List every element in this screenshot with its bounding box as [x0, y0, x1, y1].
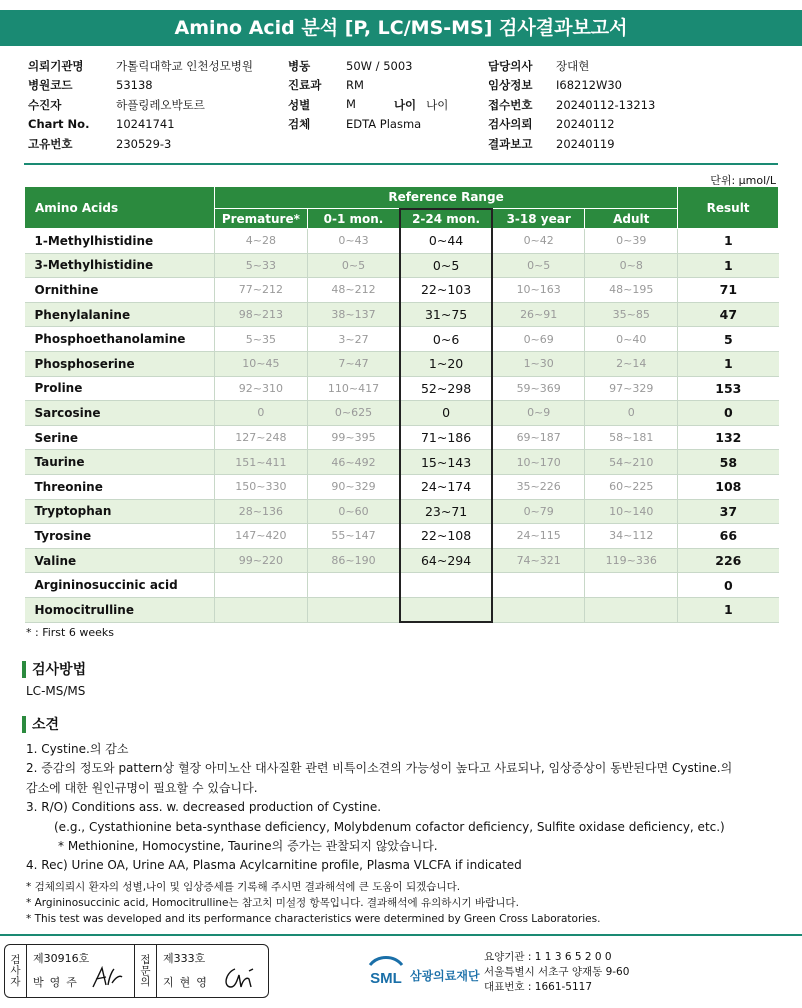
- amino-acid-name: Proline: [25, 376, 215, 401]
- sub-col-3-18-year: 3-18 year: [492, 209, 585, 229]
- reference-range-cell: [400, 573, 492, 598]
- doctor-label: 담당의사: [488, 58, 533, 73]
- report-label: 결과보고: [488, 136, 533, 151]
- reference-range-cell: 28~136: [214, 499, 307, 524]
- result-cell: 132: [678, 425, 779, 450]
- sml-logo-icon: [366, 953, 406, 989]
- reference-range-cell: 0: [214, 401, 307, 426]
- reference-range-cell: 0~40: [585, 327, 678, 352]
- reference-range-cell: 0~8: [585, 253, 678, 278]
- unit-label: 단위: μmol/L: [710, 174, 776, 187]
- reference-range-cell: 0~5: [492, 253, 585, 278]
- reference-range-cell: 64~294: [400, 548, 492, 573]
- reference-range-cell: 1~30: [492, 351, 585, 376]
- finding-line: (e.g., Cystathionine beta-synthase deficiency, Molybdenum cofactor deficiency, Sulfite oxidase deficiency, etc.): [54, 819, 725, 834]
- dept-label: 진료과: [288, 78, 322, 93]
- reference-range-cell: 5~35: [214, 327, 307, 352]
- finding-line: 1. Cystine.의 감소: [26, 742, 129, 756]
- amino-acid-name: Tyrosine: [25, 524, 215, 549]
- reference-range-cell: [492, 597, 585, 622]
- ward-value: 50W / 5003: [346, 58, 413, 73]
- finding-line: * Methionine, Homocystine, Taurine의 증가는 관찰되지 않았습니다.: [58, 839, 438, 854]
- org-info: [484, 950, 629, 995]
- reference-range-cell: 35~226: [492, 474, 585, 499]
- code-value: 53138: [116, 78, 153, 93]
- reference-range-cell: 3~27: [307, 327, 400, 352]
- amino-acid-table: [24, 186, 779, 623]
- table-row: [25, 474, 779, 499]
- table-row: [25, 229, 779, 254]
- reference-range-cell: 24~115: [492, 524, 585, 549]
- reference-range-cell: 92~310: [214, 376, 307, 401]
- reference-range-cell: 110~417: [307, 376, 400, 401]
- amino-acid-name: 1-Methylhistidine: [25, 229, 215, 254]
- lab-logo: [366, 953, 480, 989]
- reference-range-cell: [492, 573, 585, 598]
- reference-range-cell: 59~369: [492, 376, 585, 401]
- lab-name: 삼광의료재단: [410, 968, 480, 983]
- reference-range-cell: [214, 573, 307, 598]
- reference-range-cell: 0~60: [307, 499, 400, 524]
- consultant-cell: [157, 945, 265, 997]
- amino-acid-name: Phosphoethanolamine: [25, 327, 215, 352]
- unique-value: 230529-3: [116, 136, 172, 151]
- amino-acid-name: 3-Methylhistidine: [25, 253, 215, 278]
- age-label: 나이: [393, 97, 417, 112]
- reference-range-cell: 74~321: [492, 548, 585, 573]
- table-row: [25, 524, 779, 549]
- result-cell: 108: [678, 474, 779, 499]
- code-label: 병원코드: [28, 78, 73, 93]
- reference-range-cell: 0~79: [492, 499, 585, 524]
- hospital-value: 가톨릭대학교 인천성모병원: [116, 58, 253, 73]
- request-value: 20240112: [556, 117, 615, 132]
- reference-range-cell: 98~213: [214, 302, 307, 327]
- receipt-value: 20240112-13213: [556, 97, 656, 112]
- table-row: [25, 425, 779, 450]
- reference-range-cell: 151~411: [214, 450, 307, 475]
- reference-range-cell: 46~492: [307, 450, 400, 475]
- table-row: [25, 450, 779, 475]
- consultant-signature: [221, 965, 255, 991]
- result-cell: 0: [678, 573, 779, 598]
- reference-range-cell: 34~112: [585, 524, 678, 549]
- reference-range-cell: 5~33: [214, 253, 307, 278]
- amino-acid-name: Sarcosine: [25, 401, 215, 426]
- org-code: 요양기관 : 1 1 3 6 5 2 0 0: [484, 951, 612, 963]
- reference-range-cell: 38~137: [307, 302, 400, 327]
- amino-acid-name: Tryptophan: [25, 499, 215, 524]
- result-cell: 58: [678, 450, 779, 475]
- reference-range-cell: 0~6: [400, 327, 492, 352]
- examiner-name: 박영주: [33, 976, 83, 989]
- reference-range-cell: 99~395: [307, 425, 400, 450]
- reference-range-cell: 0~43: [307, 229, 400, 254]
- reference-range-cell: 0~5: [307, 253, 400, 278]
- clinical-label: 임상정보: [488, 78, 533, 93]
- reference-range-cell: 0~5: [400, 253, 492, 278]
- consultant-reg: 제333호: [163, 952, 206, 965]
- reference-range-cell: 99~220: [214, 548, 307, 573]
- reference-range-cell: 31~75: [400, 302, 492, 327]
- table-footnote: * : First 6 weeks: [26, 626, 114, 639]
- reference-range-cell: [307, 573, 400, 598]
- reference-range-cell: 119~336: [585, 548, 678, 573]
- reference-range-cell: 23~71: [400, 499, 492, 524]
- amino-acid-name: Phenylalanine: [25, 302, 215, 327]
- reference-range-cell: 147~420: [214, 524, 307, 549]
- specimen-label: 검체: [288, 117, 311, 132]
- reference-range-cell: 10~170: [492, 450, 585, 475]
- result-cell: 1: [678, 597, 779, 622]
- table-row: [25, 351, 779, 376]
- finding-line: 3. R/O) Conditions ass. w. decreased production of Cystine.: [26, 800, 382, 815]
- method-heading: [22, 659, 86, 679]
- reference-range-cell: 54~210: [585, 450, 678, 475]
- finding-line: 2. 증감의 정도와 pattern상 혈장 아미노산 대사질환 관련 비특이소견의 가능성이 높다고 사료되나, 임상증상이 동반된다면 Cystine.의: [26, 761, 733, 776]
- amino-acid-name: Threonine: [25, 474, 215, 499]
- reference-range-cell: 0~44: [400, 229, 492, 254]
- reference-range-cell: [307, 597, 400, 622]
- reference-range-cell: 15~143: [400, 450, 492, 475]
- reference-range-cell: 10~163: [492, 278, 585, 303]
- specimen-value: EDTA Plasma: [346, 117, 422, 132]
- result-cell: 47: [678, 302, 779, 327]
- reference-range-cell: 0: [585, 401, 678, 426]
- reference-range-cell: [585, 573, 678, 598]
- amino-acid-name: Homocitrulline: [25, 597, 215, 622]
- reference-range-cell: 86~190: [307, 548, 400, 573]
- col-reference-range: Reference Range: [214, 187, 677, 209]
- dept-value: RM: [346, 78, 364, 93]
- reference-range-cell: 0: [400, 401, 492, 426]
- doctor-value: 장대현: [556, 58, 590, 73]
- reference-range-cell: 77~212: [214, 278, 307, 303]
- table-row: [25, 548, 779, 573]
- hospital-label: 의뢰기관명: [28, 58, 84, 73]
- request-label: 검사의뢰: [488, 117, 533, 132]
- org-address: 서울특별시 서초구 양재동 9-60: [484, 966, 630, 978]
- reference-range-cell: 0~625: [307, 401, 400, 426]
- result-cell: 66: [678, 524, 779, 549]
- svg-text:SML: SML: [370, 970, 402, 987]
- reference-range-cell: [214, 597, 307, 622]
- examiner-signature: [90, 965, 124, 991]
- result-cell: 226: [678, 548, 779, 573]
- reference-range-cell: 1~20: [400, 351, 492, 376]
- reference-range-cell: [585, 597, 678, 622]
- reference-range-cell: 0~39: [585, 229, 678, 254]
- examiner-label: 검 사 자: [5, 945, 27, 997]
- reference-range-cell: 90~329: [307, 474, 400, 499]
- reference-range-cell: 48~195: [585, 278, 678, 303]
- result-cell: 153: [678, 376, 779, 401]
- reference-range-cell: 127~248: [214, 425, 307, 450]
- result-cell: 71: [678, 278, 779, 303]
- col-amino-acids: Amino Acids: [25, 187, 215, 229]
- method-value: LC-MS/MS: [26, 684, 86, 698]
- reference-range-cell: 24~174: [400, 474, 492, 499]
- ward-label: 병동: [288, 58, 311, 73]
- result-cell: 37: [678, 499, 779, 524]
- org-phone: 대표번호 : 1661-5117: [484, 981, 593, 993]
- findings-title: 소견: [32, 717, 60, 733]
- note-line: * 검체의뢰시 환자의 성별,나이 및 임상증세를 기록해 주시면 결과해석에 큰 도움이 되겠습니다.: [26, 881, 461, 893]
- table-row: [25, 302, 779, 327]
- receipt-label: 접수번호: [488, 97, 533, 112]
- finding-line: 4. Rec) Urine OA, Urine AA, Plasma Acylcarnitine profile, Plasma VLCFA if indicated: [26, 858, 522, 873]
- reference-range-cell: 71~186: [400, 425, 492, 450]
- consultant-name: 지현영: [163, 976, 213, 989]
- table-row: [25, 573, 779, 598]
- result-cell: 1: [678, 351, 779, 376]
- reference-range-cell: 150~330: [214, 474, 307, 499]
- reference-range-cell: 2~14: [585, 351, 678, 376]
- reference-range-cell: 35~85: [585, 302, 678, 327]
- reference-range-cell: [400, 597, 492, 622]
- reference-range-cell: 97~329: [585, 376, 678, 401]
- examiner-cell: [27, 945, 135, 997]
- sub-col-0-1-mon: 0-1 mon.: [307, 209, 400, 229]
- age-value: 나이: [426, 97, 449, 112]
- report-value: 20240119: [556, 136, 615, 151]
- patient-info: [28, 56, 788, 154]
- reference-range-cell: 0~9: [492, 401, 585, 426]
- col-result: Result: [678, 187, 779, 229]
- reference-range-cell: 69~187: [492, 425, 585, 450]
- reference-range-cell: 60~225: [585, 474, 678, 499]
- table-row: [25, 401, 779, 426]
- note-line: * Argininosuccinic acid, Homocitrulline는 참고치 미설정 항목입니다. 결과해석에 유의하시기 바랍니다.: [26, 897, 519, 909]
- amino-acid-name: Phosphoserine: [25, 351, 215, 376]
- note-line: * This test was developed and its performance characteristics were determined by Green Cross Laboratories.: [26, 913, 601, 925]
- report-title: Amino Acid 분석 [P, LC/MS-MS] 검사결과보고서: [0, 10, 802, 46]
- amino-acid-name: Argininosuccinic acid: [25, 573, 215, 598]
- consultant-label: 접 문 의: [135, 945, 157, 997]
- reference-range-cell: 10~45: [214, 351, 307, 376]
- reference-range-cell: 55~147: [307, 524, 400, 549]
- finding-line: 감소에 대한 원인규명이 필요할 수 있습니다.: [26, 780, 258, 795]
- table-row: [25, 499, 779, 524]
- chart-value: 10241741: [116, 117, 175, 132]
- method-title: 검사방법: [32, 662, 87, 678]
- chart-label: Chart No.: [28, 117, 90, 132]
- table-row: [25, 597, 779, 622]
- findings-heading: [22, 714, 59, 734]
- sub-col-premature: Premature*: [214, 209, 307, 229]
- reference-range-cell: 26~91: [492, 302, 585, 327]
- notes-list: [26, 879, 786, 927]
- reference-range-cell: 7~47: [307, 351, 400, 376]
- header-divider: [24, 163, 778, 165]
- footer-divider: [0, 934, 802, 936]
- reference-range-cell: 4~28: [214, 229, 307, 254]
- result-cell: 0: [678, 401, 779, 426]
- reference-range-cell: 10~140: [585, 499, 678, 524]
- reference-range-cell: 22~103: [400, 278, 492, 303]
- result-cell: 1: [678, 229, 779, 254]
- sex-label: 성별: [288, 97, 311, 112]
- amino-acid-name: Valine: [25, 548, 215, 573]
- unique-label: 고유번호: [28, 136, 73, 151]
- reference-range-cell: 58~181: [585, 425, 678, 450]
- reference-range-cell: 0~69: [492, 327, 585, 352]
- result-cell: 5: [678, 327, 779, 352]
- reference-range-cell: 48~212: [307, 278, 400, 303]
- reference-range-cell: 52~298: [400, 376, 492, 401]
- table-row: [25, 278, 779, 303]
- findings-list: [26, 740, 786, 876]
- reference-range-cell: 0~42: [492, 229, 585, 254]
- amino-acid-name: Ornithine: [25, 278, 215, 303]
- collector-value: 하플링레오박토르: [116, 97, 205, 112]
- sub-col-2-24-mon: 2-24 mon.: [400, 209, 492, 229]
- signature-box: [4, 944, 269, 998]
- clinical-value: I68212W30: [556, 78, 622, 93]
- sub-col-adult: Adult: [585, 209, 678, 229]
- examiner-reg: 제30916호: [33, 952, 90, 965]
- result-cell: 1: [678, 253, 779, 278]
- amino-acid-name: Serine: [25, 425, 215, 450]
- table-row: [25, 327, 779, 352]
- table-row: [25, 253, 779, 278]
- sex-value: M: [346, 96, 356, 111]
- collector-label: 수진자: [28, 97, 62, 112]
- table-row: [25, 376, 779, 401]
- amino-acid-name: Taurine: [25, 450, 215, 475]
- reference-range-cell: 22~108: [400, 524, 492, 549]
